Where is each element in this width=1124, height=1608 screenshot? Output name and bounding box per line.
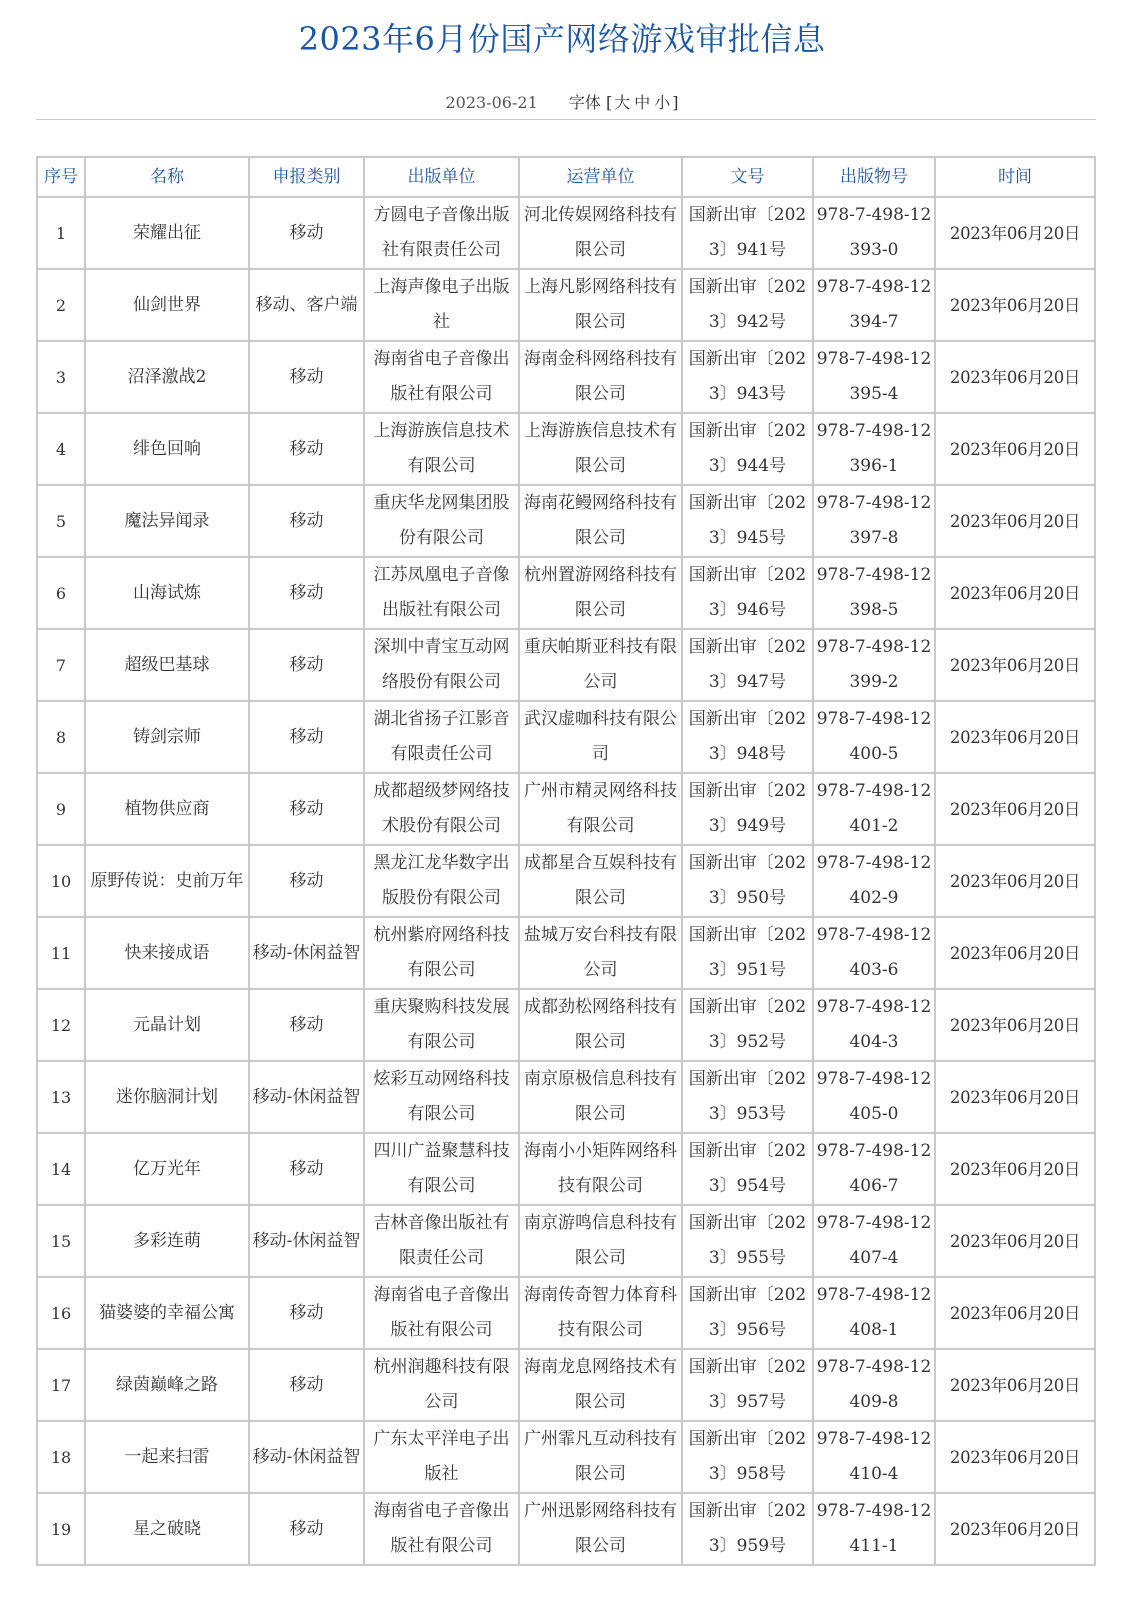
- cell-category: 移动-休闲益智: [249, 1421, 364, 1493]
- cell-publisher: 重庆华龙网集团股份有限公司: [364, 485, 519, 557]
- table-row: [37, 701, 1095, 773]
- cell-doc-no: 国新出审〔2023〕955号: [682, 1205, 813, 1277]
- cell-operator: 广州市精灵网络科技有限公司: [519, 773, 682, 845]
- header-no: 序号: [37, 157, 85, 197]
- cell-name: 元晶计划: [85, 989, 249, 1061]
- cell-time: 2023年06月20日: [935, 989, 1095, 1061]
- cell-operator: 成都劲松网络科技有限公司: [519, 989, 682, 1061]
- cell-doc-no: 国新出审〔2023〕943号: [682, 341, 813, 413]
- cell-name: 多彩连萌: [85, 1205, 249, 1277]
- cell-doc-no: 国新出审〔2023〕944号: [682, 413, 813, 485]
- cell-no: 9: [37, 773, 85, 845]
- approval-table: [36, 156, 1096, 1566]
- font-size-small-link[interactable]: 小: [654, 93, 671, 112]
- cell-no: 4: [37, 413, 85, 485]
- cell-no: 19: [37, 1493, 85, 1565]
- cell-isbn: 978-7-498-12402-9: [813, 845, 935, 917]
- cell-doc-no: 国新出审〔2023〕948号: [682, 701, 813, 773]
- cell-time: 2023年06月20日: [935, 773, 1095, 845]
- cell-publisher: 海南省电子音像出版社有限公司: [364, 1277, 519, 1349]
- cell-category: 移动: [249, 485, 364, 557]
- cell-time: 2023年06月20日: [935, 701, 1095, 773]
- cell-operator: 河北传娱网络科技有限公司: [519, 197, 682, 269]
- cell-publisher: 广东太平洋电子出版社: [364, 1421, 519, 1493]
- cell-publisher: 重庆聚购科技发展有限公司: [364, 989, 519, 1061]
- cell-publisher: 四川广益聚慧科技有限公司: [364, 1133, 519, 1205]
- table-row: [37, 989, 1095, 1061]
- cell-publisher: 湖北省扬子江影音有限责任公司: [364, 701, 519, 773]
- cell-isbn: 978-7-498-12398-5: [813, 557, 935, 629]
- cell-name: 星之破晓: [85, 1493, 249, 1565]
- header-isbn: 出版物号: [813, 157, 935, 197]
- cell-name: 魔法异闻录: [85, 485, 249, 557]
- cell-isbn: 978-7-498-12403-6: [813, 917, 935, 989]
- cell-doc-no: 国新出审〔2023〕958号: [682, 1421, 813, 1493]
- article-meta: [0, 90, 1124, 113]
- cell-category: 移动: [249, 1133, 364, 1205]
- cell-category: 移动-休闲益智: [249, 1061, 364, 1133]
- cell-no: 14: [37, 1133, 85, 1205]
- cell-name: 原野传说：史前万年: [85, 845, 249, 917]
- cell-category: 移动-休闲益智: [249, 917, 364, 989]
- cell-isbn: 978-7-498-12411-1: [813, 1493, 935, 1565]
- cell-name: 山海试炼: [85, 557, 249, 629]
- cell-name: 铸剑宗师: [85, 701, 249, 773]
- header-category: 申报类别: [249, 157, 364, 197]
- table-row: [37, 629, 1095, 701]
- cell-doc-no: 国新出审〔2023〕959号: [682, 1493, 813, 1565]
- cell-time: 2023年06月20日: [935, 1421, 1095, 1493]
- table-row: [37, 1061, 1095, 1133]
- cell-name: 荣耀出征: [85, 197, 249, 269]
- cell-category: 移动: [249, 989, 364, 1061]
- cell-time: 2023年06月20日: [935, 485, 1095, 557]
- cell-operator: 海南传奇智力体育科技有限公司: [519, 1277, 682, 1349]
- header-operator: 运营单位: [519, 157, 682, 197]
- cell-publisher: 杭州润趣科技有限公司: [364, 1349, 519, 1421]
- cell-operator: 成都星合互娱科技有限公司: [519, 845, 682, 917]
- cell-operator: 南京原极信息科技有限公司: [519, 1061, 682, 1133]
- cell-publisher: 杭州紫府网络科技有限公司: [364, 917, 519, 989]
- cell-name: 仙剑世界: [85, 269, 249, 341]
- publish-date: 2023-06-21: [445, 93, 538, 112]
- cell-name: 植物供应商: [85, 773, 249, 845]
- header-doc-no: 文号: [682, 157, 813, 197]
- cell-isbn: 978-7-498-12410-4: [813, 1421, 935, 1493]
- cell-time: 2023年06月20日: [935, 341, 1095, 413]
- cell-time: 2023年06月20日: [935, 629, 1095, 701]
- table-row: [37, 413, 1095, 485]
- cell-category: 移动: [249, 629, 364, 701]
- cell-time: 2023年06月20日: [935, 1277, 1095, 1349]
- table-body: [37, 197, 1095, 1565]
- cell-isbn: 978-7-498-12401-2: [813, 773, 935, 845]
- page-title: 2023年6月份国产网络游戏审批信息: [298, 20, 826, 58]
- cell-no: 8: [37, 701, 85, 773]
- table-row: [37, 1421, 1095, 1493]
- font-size-large-link[interactable]: 大: [614, 93, 631, 112]
- cell-publisher: 江苏凤凰电子音像出版社有限公司: [364, 557, 519, 629]
- cell-time: 2023年06月20日: [935, 1349, 1095, 1421]
- cell-category: 移动: [249, 557, 364, 629]
- cell-publisher: 上海游族信息技术有限公司: [364, 413, 519, 485]
- cell-name: 沼泽激战2: [85, 341, 249, 413]
- table-row: [37, 1205, 1095, 1277]
- cell-no: 6: [37, 557, 85, 629]
- cell-name: 绿茵巅峰之路: [85, 1349, 249, 1421]
- cell-publisher: 深圳中青宝互动网络股份有限公司: [364, 629, 519, 701]
- cell-operator: 广州霏凡互动科技有限公司: [519, 1421, 682, 1493]
- table-row: [37, 269, 1095, 341]
- header-name: 名称: [85, 157, 249, 197]
- cell-no: 13: [37, 1061, 85, 1133]
- cell-operator: 海南龙息网络技术有限公司: [519, 1349, 682, 1421]
- cell-isbn: 978-7-498-12404-3: [813, 989, 935, 1061]
- cell-operator: 海南花鳗网络科技有限公司: [519, 485, 682, 557]
- table-row: [37, 1277, 1095, 1349]
- cell-no: 1: [37, 197, 85, 269]
- font-size-bracket-open: [: [605, 93, 613, 112]
- cell-no: 15: [37, 1205, 85, 1277]
- cell-operator: 上海游族信息技术有限公司: [519, 413, 682, 485]
- cell-no: 5: [37, 485, 85, 557]
- cell-time: 2023年06月20日: [935, 557, 1095, 629]
- cell-isbn: 978-7-498-12399-2: [813, 629, 935, 701]
- cell-no: 10: [37, 845, 85, 917]
- cell-no: 3: [37, 341, 85, 413]
- cell-category: 移动: [249, 1349, 364, 1421]
- cell-time: 2023年06月20日: [935, 845, 1095, 917]
- cell-doc-no: 国新出审〔2023〕952号: [682, 989, 813, 1061]
- cell-isbn: 978-7-498-12409-8: [813, 1349, 935, 1421]
- cell-operator: 上海凡影网络科技有限公司: [519, 269, 682, 341]
- cell-doc-no: 国新出审〔2023〕941号: [682, 197, 813, 269]
- header-publisher: 出版单位: [364, 157, 519, 197]
- table-row: [37, 557, 1095, 629]
- table-row: [37, 1349, 1095, 1421]
- table-row: [37, 197, 1095, 269]
- cell-isbn: 978-7-498-12407-4: [813, 1205, 935, 1277]
- cell-category: 移动-休闲益智: [249, 1205, 364, 1277]
- cell-no: 7: [37, 629, 85, 701]
- cell-isbn: 978-7-498-12395-4: [813, 341, 935, 413]
- cell-doc-no: 国新出审〔2023〕953号: [682, 1061, 813, 1133]
- cell-publisher: 海南省电子音像出版社有限公司: [364, 1493, 519, 1565]
- header-time: 时间: [935, 157, 1095, 197]
- cell-time: 2023年06月20日: [935, 917, 1095, 989]
- cell-isbn: 978-7-498-12393-0: [813, 197, 935, 269]
- cell-category: 移动: [249, 1277, 364, 1349]
- cell-time: 2023年06月20日: [935, 1205, 1095, 1277]
- cell-no: 16: [37, 1277, 85, 1349]
- cell-isbn: 978-7-498-12408-1: [813, 1277, 935, 1349]
- table-row: [37, 485, 1095, 557]
- cell-category: 移动: [249, 197, 364, 269]
- cell-doc-no: 国新出审〔2023〕951号: [682, 917, 813, 989]
- cell-category: 移动、客户端: [249, 269, 364, 341]
- cell-publisher: 上海声像电子出版社: [364, 269, 519, 341]
- cell-operator: 广州迅影网络科技有限公司: [519, 1493, 682, 1565]
- font-size-label: 字体: [568, 93, 601, 112]
- cell-name: 迷你脑洞计划: [85, 1061, 249, 1133]
- cell-publisher: 吉林音像出版社有限责任公司: [364, 1205, 519, 1277]
- cell-time: 2023年06月20日: [935, 1061, 1095, 1133]
- cell-time: 2023年06月20日: [935, 413, 1095, 485]
- table-row: [37, 917, 1095, 989]
- cell-category: 移动: [249, 845, 364, 917]
- cell-doc-no: 国新出审〔2023〕956号: [682, 1277, 813, 1349]
- table-row: [37, 1493, 1095, 1565]
- cell-doc-no: 国新出审〔2023〕957号: [682, 1349, 813, 1421]
- cell-name: 亿万光年: [85, 1133, 249, 1205]
- title-divider: [36, 119, 1096, 120]
- cell-time: 2023年06月20日: [935, 1493, 1095, 1565]
- cell-time: 2023年06月20日: [935, 269, 1095, 341]
- cell-operator: 盐城万安台科技有限公司: [519, 917, 682, 989]
- cell-category: 移动: [249, 341, 364, 413]
- cell-isbn: 978-7-498-12406-7: [813, 1133, 935, 1205]
- cell-no: 18: [37, 1421, 85, 1493]
- cell-publisher: 炫彩互动网络科技有限公司: [364, 1061, 519, 1133]
- cell-no: 11: [37, 917, 85, 989]
- cell-isbn: 978-7-498-12394-7: [813, 269, 935, 341]
- cell-name: 猫婆婆的幸福公寓: [85, 1277, 249, 1349]
- cell-no: 12: [37, 989, 85, 1061]
- table-row: [37, 1133, 1095, 1205]
- cell-publisher: 黑龙江龙华数字出版股份有限公司: [364, 845, 519, 917]
- cell-operator: 杭州置游网络科技有限公司: [519, 557, 682, 629]
- table-header-row: [37, 157, 1095, 197]
- cell-doc-no: 国新出审〔2023〕954号: [682, 1133, 813, 1205]
- cell-doc-no: 国新出审〔2023〕950号: [682, 845, 813, 917]
- cell-isbn: 978-7-498-12400-5: [813, 701, 935, 773]
- cell-operator: 武汉虚咖科技有限公司: [519, 701, 682, 773]
- cell-doc-no: 国新出审〔2023〕947号: [682, 629, 813, 701]
- cell-name: 快来接成语: [85, 917, 249, 989]
- cell-operator: 重庆帕斯亚科技有限公司: [519, 629, 682, 701]
- cell-isbn: 978-7-498-12405-0: [813, 1061, 935, 1133]
- cell-operator: 海南金科网络科技有限公司: [519, 341, 682, 413]
- cell-category: 移动: [249, 1493, 364, 1565]
- cell-time: 2023年06月20日: [935, 197, 1095, 269]
- cell-doc-no: 国新出审〔2023〕946号: [682, 557, 813, 629]
- cell-name: 超级巴基球: [85, 629, 249, 701]
- cell-doc-no: 国新出审〔2023〕945号: [682, 485, 813, 557]
- font-size-medium-link[interactable]: 中: [634, 93, 651, 112]
- table-row: [37, 341, 1095, 413]
- cell-operator: 海南小小矩阵网络科技有限公司: [519, 1133, 682, 1205]
- cell-no: 17: [37, 1349, 85, 1421]
- cell-publisher: 成都超级梦网络技术股份有限公司: [364, 773, 519, 845]
- cell-time: 2023年06月20日: [935, 1133, 1095, 1205]
- font-size-bracket-close: ]: [672, 93, 679, 112]
- cell-publisher: 海南省电子音像出版社有限公司: [364, 341, 519, 413]
- table-row: [37, 773, 1095, 845]
- cell-isbn: 978-7-498-12397-8: [813, 485, 935, 557]
- cell-operator: 南京游鸣信息科技有限公司: [519, 1205, 682, 1277]
- cell-category: 移动: [249, 701, 364, 773]
- cell-isbn: 978-7-498-12396-1: [813, 413, 935, 485]
- cell-category: 移动: [249, 773, 364, 845]
- cell-name: 绯色回响: [85, 413, 249, 485]
- cell-doc-no: 国新出审〔2023〕949号: [682, 773, 813, 845]
- cell-no: 2: [37, 269, 85, 341]
- cell-publisher: 方圆电子音像出版社有限责任公司: [364, 197, 519, 269]
- cell-doc-no: 国新出审〔2023〕942号: [682, 269, 813, 341]
- cell-category: 移动: [249, 413, 364, 485]
- cell-name: 一起来扫雷: [85, 1421, 249, 1493]
- table-row: [37, 845, 1095, 917]
